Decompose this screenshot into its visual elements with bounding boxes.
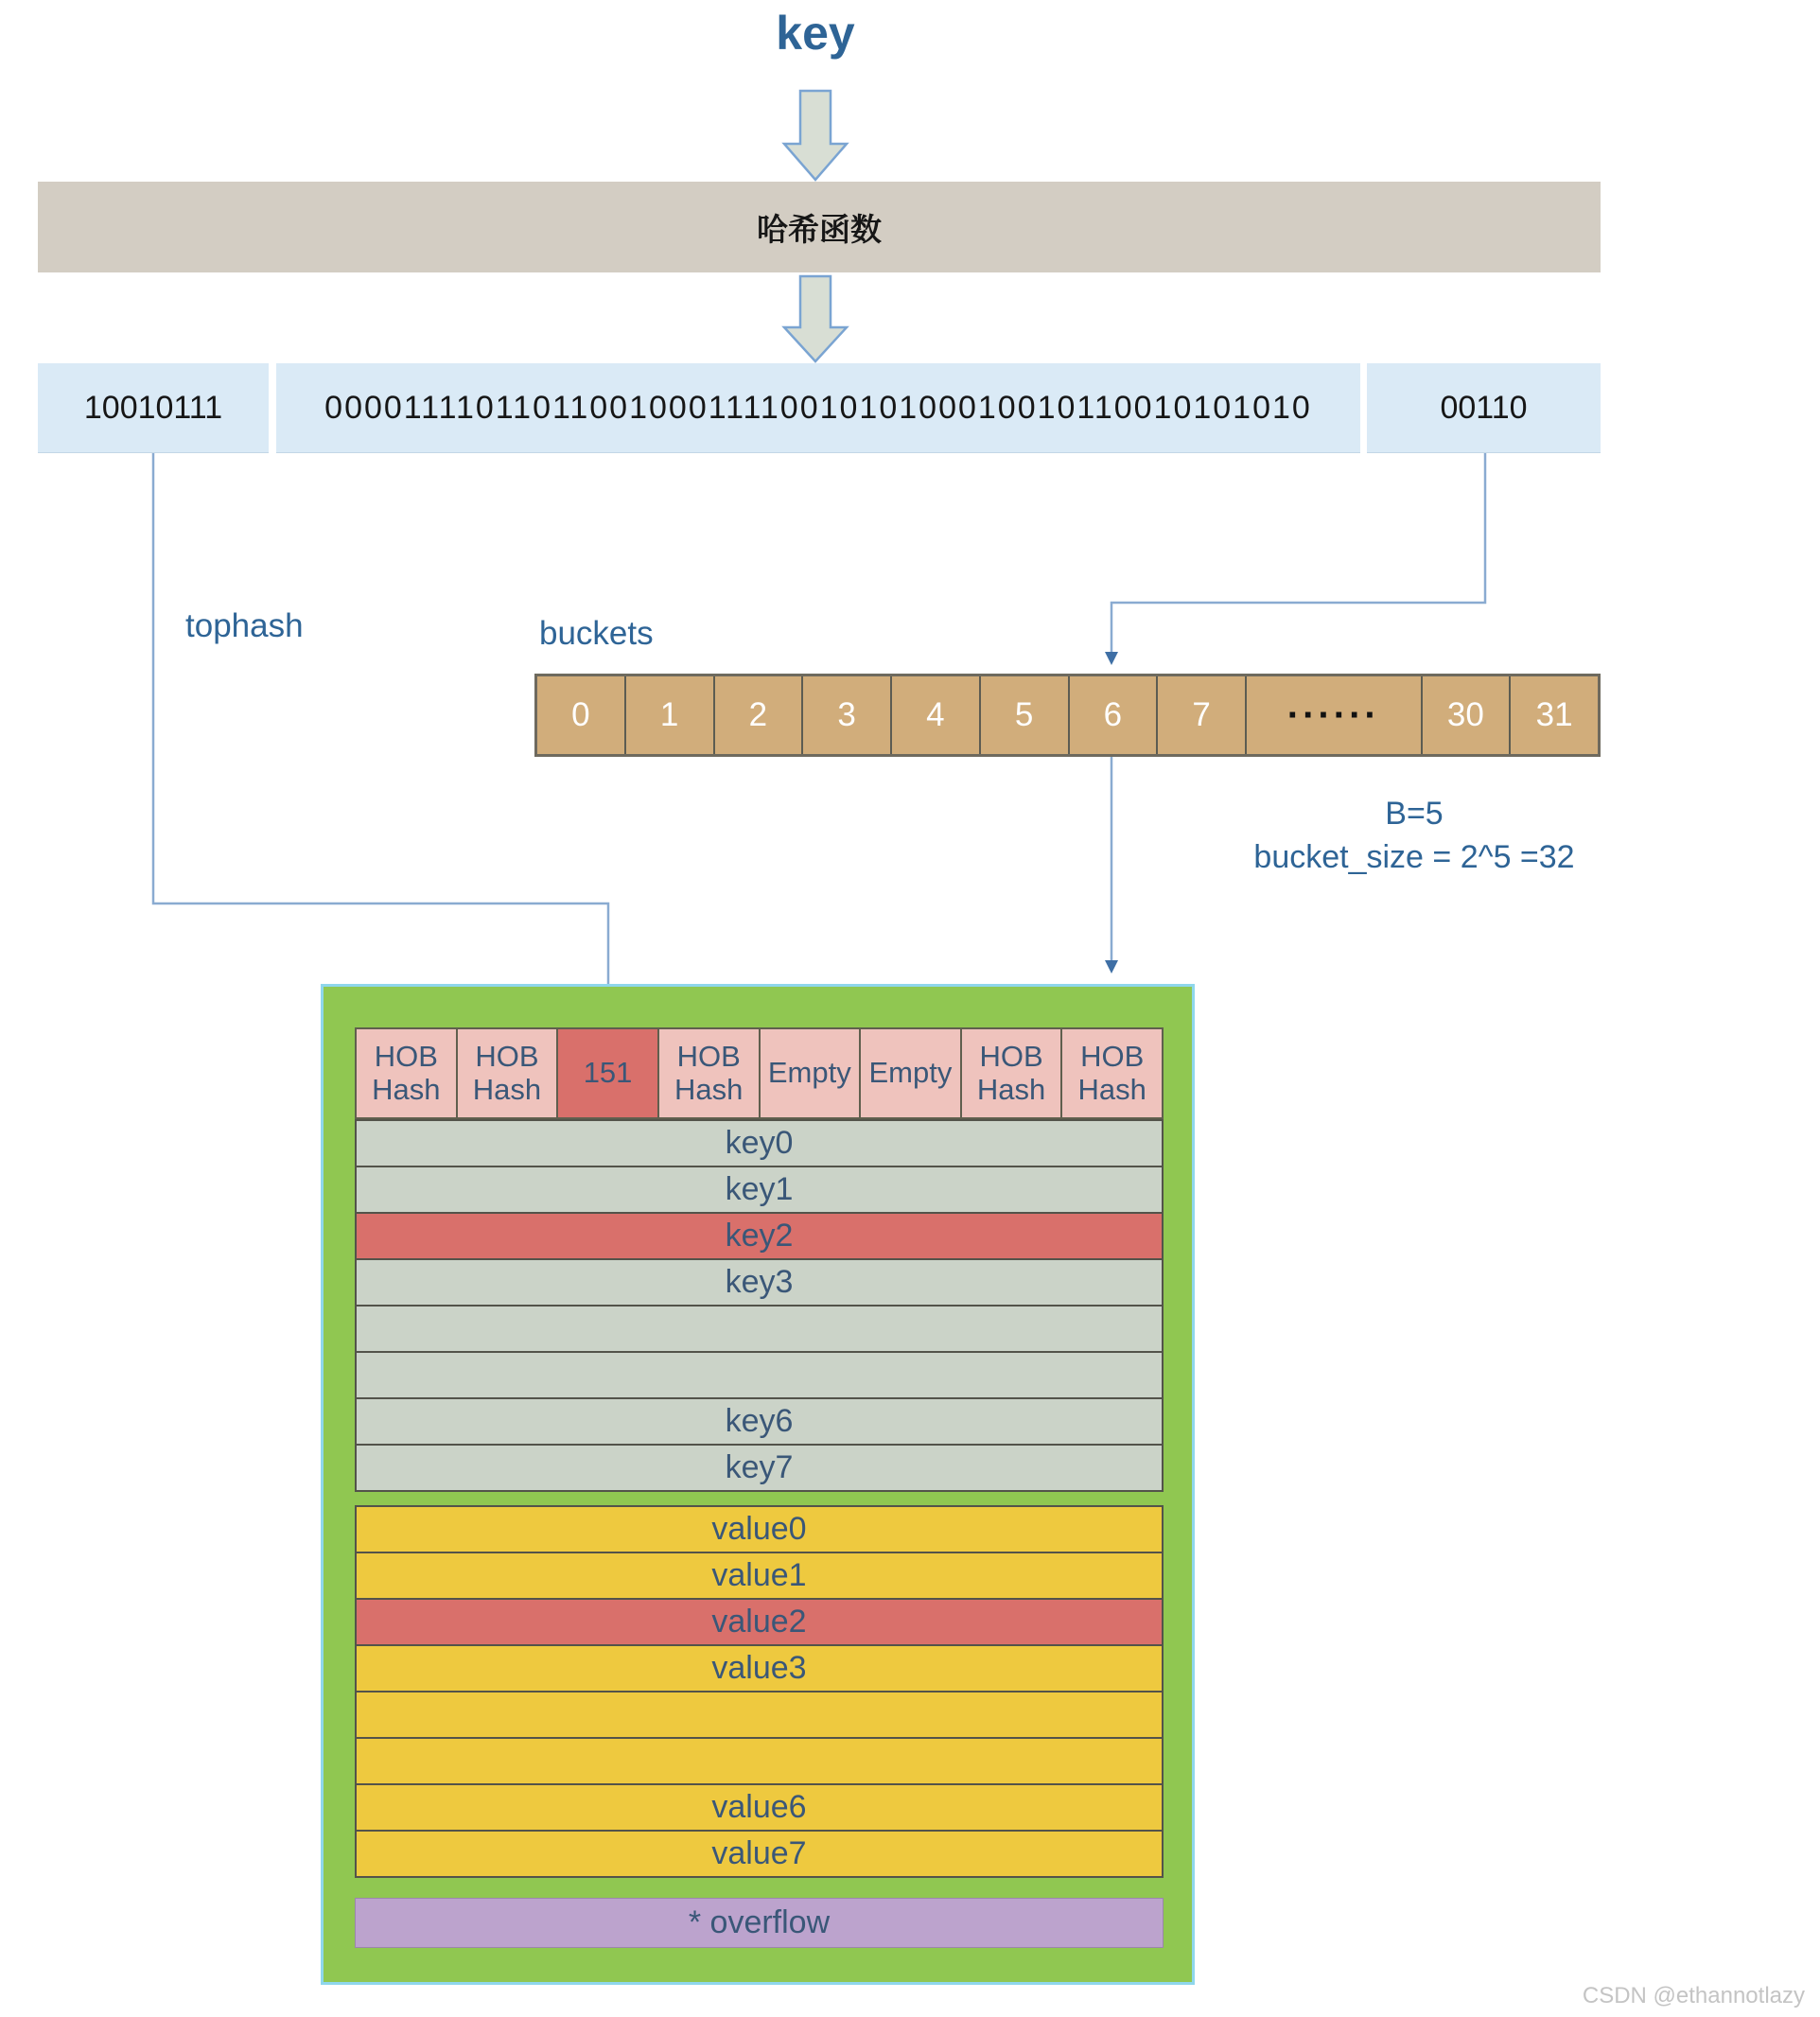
value-slot-row: value7 <box>355 1830 1164 1878</box>
tophash-header-cell: HOB Hash <box>458 1027 559 1119</box>
bmap-bucket-box <box>321 984 1195 1985</box>
low-bits-box: 00110 <box>1367 363 1601 453</box>
buckets-array <box>534 674 1601 757</box>
bucket-cell: 6 <box>1068 676 1157 754</box>
bucket-cell: 4 <box>890 676 979 754</box>
bucket-cell: 1 <box>624 676 713 754</box>
buckets-label: buckets <box>539 615 654 652</box>
key-slot-row <box>355 1351 1164 1399</box>
bucket-cell: 0 <box>571 696 590 733</box>
tophash-header-cell: HOB Hash <box>1062 1027 1164 1119</box>
value-slot-row <box>355 1737 1164 1785</box>
hash-function-bar: 哈希函数 <box>38 182 1601 272</box>
key-to-hash-arrow-icon <box>784 91 847 180</box>
value-slot-row: value3 <box>355 1644 1164 1693</box>
bucket-cell: ······ <box>1245 676 1421 754</box>
tophash-header-cell: HOB Hash <box>355 1027 458 1119</box>
value-slot-row <box>355 1691 1164 1739</box>
key-slot-row: key3 <box>355 1258 1164 1307</box>
key-title: key <box>776 7 855 60</box>
bucket-size-note <box>1211 793 1618 880</box>
overflow-pointer-row: * overflow <box>355 1898 1164 1948</box>
key-slot-row: key0 <box>355 1119 1164 1167</box>
bucket-cell: 2 <box>713 676 802 754</box>
tophash-label: tophash <box>185 607 304 644</box>
value-slot-row: value1 <box>355 1552 1164 1600</box>
lowbits-to-bucket-connector-line <box>1111 452 1485 662</box>
tophash-header-cell: HOB Hash <box>962 1027 1063 1119</box>
tophash-header-row <box>355 1027 1164 1119</box>
value-slots <box>355 1505 1164 1878</box>
bucket-size-note-line2: bucket_size = 2^5 =32 <box>1253 838 1575 875</box>
tophash-header-cell: HOB Hash <box>659 1027 761 1119</box>
bucket-size-note-line1: B=5 <box>1385 796 1444 832</box>
bucket-cell: 30 <box>1421 676 1510 754</box>
key-slot-row: key7 <box>355 1444 1164 1492</box>
value-slot-row: value0 <box>355 1505 1164 1553</box>
middle-bits-box: 000011110110110010001111001010100010010110010101010 <box>276 363 1360 453</box>
key-slot-row <box>355 1305 1164 1353</box>
value-slot-row: value6 <box>355 1783 1164 1832</box>
hash-to-bits-arrow-icon <box>784 276 847 361</box>
bucket-cell: 31 <box>1509 676 1598 754</box>
value-slot-row: value2 <box>355 1598 1164 1646</box>
key-slot-row: key1 <box>355 1166 1164 1214</box>
bucket-cell: 5 <box>979 676 1068 754</box>
key-slot-row: key2 <box>355 1212 1164 1260</box>
bucket-cell: 3 <box>801 676 890 754</box>
watermark: CSDN @ethannotlazy <box>1582 1983 1805 2008</box>
key-slot-row: key6 <box>355 1397 1164 1446</box>
tophash-bits-box: 10010111 <box>38 363 269 453</box>
key-slots <box>355 1119 1164 1492</box>
tophash-header-cell: Empty <box>861 1027 962 1119</box>
tophash-header-cell: Empty <box>761 1027 862 1119</box>
tophash-header-cell: 151 <box>558 1027 659 1119</box>
bucket-cell: 7 <box>1156 676 1245 754</box>
